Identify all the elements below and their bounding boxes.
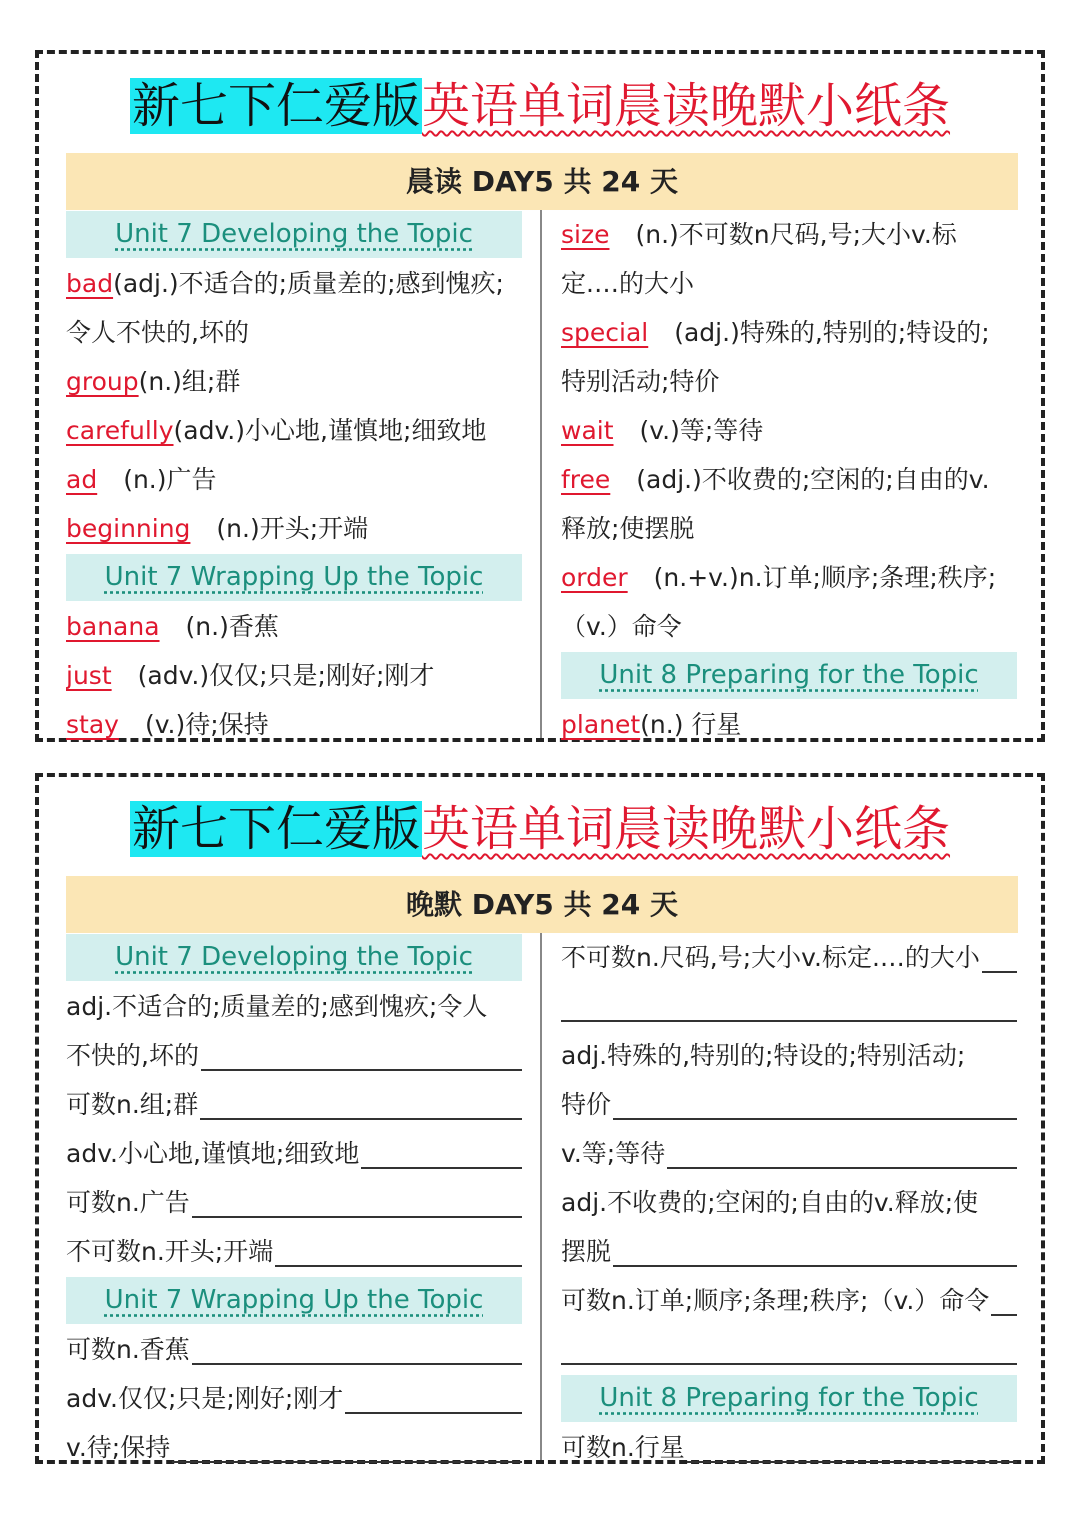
dictation-blank[interactable]: 不可数n.开头;开端 xyxy=(66,1227,522,1276)
dictation-blank[interactable]: 可数n.组;群 xyxy=(66,1080,522,1129)
dictation-prompt: adj.特殊的,特别的;特设的;特别活动; xyxy=(561,1041,966,1070)
day-label: 晚默 DAY5 共 24 天 xyxy=(66,876,1018,933)
vocab-entry: banana (n.)香蕉 xyxy=(66,612,279,641)
vocab-entry: just (adv.)仅仅;只是;刚好;刚才 xyxy=(66,661,435,690)
dictation-blank[interactable] xyxy=(561,1325,1017,1374)
vocab-entry-cont: 特别活动;特价 xyxy=(561,367,720,396)
dictation-blank[interactable]: v.等;等待 xyxy=(561,1129,1017,1178)
dictation-blank[interactable]: 可数n.广告 xyxy=(66,1178,522,1227)
column-divider xyxy=(540,210,542,738)
vocab-entry: carefully(adv.)小心地,谨慎地;细致地 xyxy=(66,416,487,445)
column-divider xyxy=(540,933,542,1460)
vocab-entry-cont: （v.）命令 xyxy=(561,612,682,641)
dictation-prompt: adj.不收费的;空闲的;自由的v.释放;使 xyxy=(561,1188,979,1217)
dictation-blank[interactable]: adv.仅仅;只是;刚好;刚才 xyxy=(66,1374,522,1423)
vocab-entry-cont: 释放;使摆脱 xyxy=(561,514,695,543)
right-column xyxy=(561,210,1017,749)
right-column xyxy=(561,933,1017,1472)
vocab-entry: size (n.)不可数n尺码,号;大小v.标 xyxy=(561,220,957,249)
morning-reading-card xyxy=(35,50,1045,742)
vocab-entry: order (n.+v.)n.订单;顺序;条理;秩序; xyxy=(561,563,997,592)
dictation-blank[interactable]: 摆脱 xyxy=(561,1227,1017,1276)
vocab-entry: planet(n.) 行星 xyxy=(561,710,742,739)
left-column xyxy=(66,933,522,1472)
evening-dictation-card xyxy=(35,773,1045,1464)
dictation-prompt: 不可数n.尺码,号;大小v.标定.…的大小 xyxy=(561,933,1017,982)
vocab-entry: special (adj.)特殊的,特别的;特设的; xyxy=(561,318,990,347)
vocab-entry: beginning (n.)开头;开端 xyxy=(66,514,369,543)
unit-header: Unit 8 Preparing for the Topic xyxy=(561,1375,1017,1422)
dictation-blank[interactable]: v.待;保持 xyxy=(66,1423,522,1472)
vocab-entry: free (adj.)不收费的;空闲的;自由的v. xyxy=(561,465,990,494)
vocab-entry-cont: 令人不快的,坏的 xyxy=(66,318,249,347)
title-highlight: 新七下仁爱版 xyxy=(131,78,420,134)
unit-header: Unit 7 Wrapping Up the Topic xyxy=(66,1277,522,1324)
vocab-entry: stay (v.)待;保持 xyxy=(66,710,269,739)
title-red: 英语单词晨读晚默小纸条 xyxy=(422,78,951,134)
vocab-entry: group(n.)组;群 xyxy=(66,367,241,396)
vocab-entry-cont: 定.…的大小 xyxy=(561,269,694,298)
card-title xyxy=(39,66,1041,146)
vocab-entry: ad (n.)广告 xyxy=(66,465,217,494)
unit-header: Unit 8 Preparing for the Topic xyxy=(561,652,1017,699)
dictation-blank[interactable]: adv.小心地,谨慎地;细致地 xyxy=(66,1129,522,1178)
dictation-blank[interactable]: 不快的,坏的 xyxy=(66,1031,522,1080)
unit-header: Unit 7 Wrapping Up the Topic xyxy=(66,554,522,601)
dictation-prompt: 可数n.订单;顺序;条理;秩序;（v.）命令 xyxy=(561,1276,1017,1325)
vocab-entry: wait (v.)等;等待 xyxy=(561,416,764,445)
card-title xyxy=(39,789,1041,869)
dictation-blank[interactable]: 可数n.香蕉 xyxy=(66,1325,522,1374)
left-column xyxy=(66,210,522,749)
unit-header: Unit 7 Developing the Topic xyxy=(66,934,522,981)
dictation-prompt: adj.不适合的;质量差的;感到愧疚;令人 xyxy=(66,992,488,1021)
dictation-blank[interactable]: 特价 xyxy=(561,1080,1017,1129)
vocab-entry: bad(adj.)不适合的;质量差的;感到愧疚; xyxy=(66,269,504,298)
day-label: 晨读 DAY5 共 24 天 xyxy=(66,153,1018,210)
dictation-blank[interactable] xyxy=(561,982,1017,1031)
dictation-blank[interactable]: 可数n.行星 xyxy=(561,1423,1017,1472)
title-highlight: 新七下仁爱版 xyxy=(131,801,420,857)
unit-header: Unit 7 Developing the Topic xyxy=(66,211,522,258)
title-red: 英语单词晨读晚默小纸条 xyxy=(422,801,951,857)
